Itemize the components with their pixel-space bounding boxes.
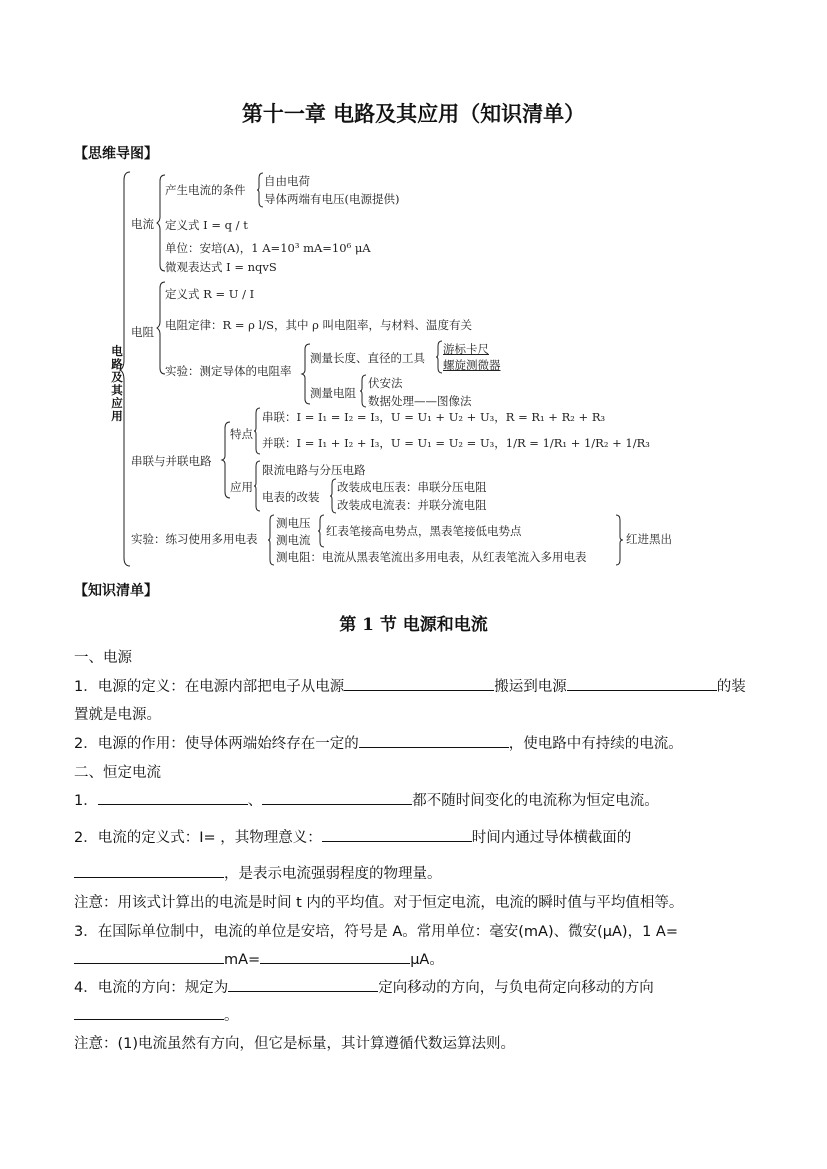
blank-field[interactable] — [74, 1004, 224, 1020]
note2: 注意：(1)电流虽然有方向，但它是标量，其计算遵循代数运算法则。 — [74, 1036, 516, 1052]
summary-brace — [616, 514, 624, 566]
mm-tool-item: 游标卡尺 — [443, 342, 489, 356]
blank-field[interactable] — [74, 948, 224, 964]
item1-line1 — [74, 675, 746, 696]
blank-field[interactable] — [322, 826, 472, 842]
text: 定向移动的方向，与负电荷定向移动的方向 — [378, 980, 654, 996]
application-brace — [254, 460, 262, 512]
text: 2．电流的定义式：I= ，其物理意义： — [74, 830, 322, 846]
mindmap-root: 电路及其应用 — [111, 344, 123, 423]
text: ，使电路中有持续的电流。 — [508, 736, 683, 752]
c4-line1 — [74, 976, 654, 997]
text: 时间内通过导体横截面的 — [471, 830, 632, 846]
blank-field[interactable] — [228, 976, 378, 992]
mm-current-unit: 单位：安培(A)，1 A=10³ mA=10⁶ μA — [165, 241, 371, 255]
mm-parallel: 并联：I = I₁ + I₂ + I₃，U = U₁ = U₂ = U₃，1/R = 1/R₁ + 1/R₂ + 1/R₃ — [262, 436, 650, 450]
mm-sp-application: 应用 — [230, 480, 253, 494]
c1 — [74, 789, 659, 810]
mindmap-tag: 【思维导图】 — [74, 146, 158, 162]
blank-field[interactable] — [359, 732, 509, 748]
blank-field[interactable] — [567, 675, 717, 691]
text: mA= — [224, 952, 261, 968]
text: 。 — [224, 1008, 239, 1024]
text: 都不随时间变化的电流称为恒定电流。 — [412, 793, 659, 809]
mm-app-meter: 电表的改装 — [262, 490, 320, 504]
mm-series: 串联：I = I₁ = I₂ = I₃，U = U₁ + U₂ + U₃，R = R₁ + R₂ + R₃ — [262, 410, 606, 424]
text: 的装 — [716, 679, 746, 695]
knowledge-tag: 【知识清单】 — [74, 583, 158, 599]
mm-measure-item: 数据处理——图像法 — [368, 394, 472, 408]
mm-resistance-experiment: 实验：测定导体的电阻率 — [165, 364, 292, 378]
item1-line2: 置就是电源。 — [74, 707, 161, 723]
page-title: 第十一章 电路及其应用（知识清单） — [241, 101, 586, 126]
mm-measure-voltage: 测电压 — [276, 516, 311, 530]
mm-app-circuit: 限流电路与分压电路 — [262, 463, 366, 477]
text: 、 — [247, 793, 263, 809]
measure-brace — [360, 374, 368, 408]
mm-measure-resistance-rule: 测电阻：电流从黑表笔流出多用电表，从红表笔流入多用电表 — [276, 550, 587, 564]
blank-field[interactable] — [74, 862, 224, 878]
c3-line2 — [74, 948, 444, 969]
blank-field[interactable] — [344, 675, 494, 691]
text: μA。 — [410, 952, 444, 968]
mm-condition-item: 自由电荷 — [264, 174, 310, 188]
mm-tool-item: 螺旋测微器 — [443, 358, 501, 372]
mm-tools: 测量长度、直径的工具 — [310, 351, 425, 365]
mm-sp-features: 特点 — [230, 427, 253, 441]
c2-line1 — [74, 826, 631, 847]
multimeter-brace — [268, 514, 276, 566]
mm-resistance-label: 电阻 — [131, 325, 154, 339]
section-title: 第 1 节 电源和电流 — [339, 615, 488, 635]
blank-field[interactable] — [262, 789, 412, 805]
text: 1． — [74, 793, 98, 809]
mm-current-label: 电流 — [131, 217, 154, 231]
blank-field[interactable] — [260, 948, 410, 964]
mm-vc-rule: 红表笔接高电势点，黑表笔接低电势点 — [326, 524, 522, 538]
text: 4．电流的方向：规定为 — [74, 980, 229, 996]
mm-current-definition: 定义式 I = q / t — [165, 218, 248, 232]
mm-meter-item: 改装成电流表：并联分流电阻 — [337, 498, 487, 512]
c2-line2 — [74, 862, 442, 883]
part2-title: 二、恒定电流 — [74, 765, 161, 781]
item2 — [74, 732, 683, 753]
note1: 注意：用该式计算出的电流是时间 t 内的平均值。对于恒定电流，电流的瞬时值与平均值相等。 — [74, 895, 684, 911]
mm-measure-current: 测电流 — [276, 533, 311, 547]
mm-resistance-definition: 定义式 R = U / I — [165, 287, 255, 301]
c4-line2 — [74, 1004, 239, 1025]
mm-measure-item: 伏安法 — [368, 376, 403, 390]
text: 2．电源的作用：使导体两端始终存在一定的 — [74, 736, 359, 752]
mm-summary: 红进黑出 — [626, 532, 672, 546]
mm-sp-label: 串联与并联电路 — [131, 454, 212, 468]
mm-current-condition: 产生电流的条件 — [165, 183, 246, 197]
part1-title: 一、电源 — [74, 650, 132, 666]
mm-resistance-law: 电阻定律：R = ρ l/S，其中 ρ 叫电阻率，与材料、温度有关 — [165, 318, 473, 332]
mm-multimeter-label: 实验：练习使用多用电表 — [131, 532, 258, 546]
mm-measure-resistance: 测量电阻 — [310, 386, 356, 400]
text: ，是表示电流强弱程度的物理量。 — [224, 866, 442, 882]
mm-condition-item: 导体两端有电压(电源提供) — [264, 192, 400, 206]
vc-brace — [318, 514, 326, 548]
text: 1．电源的定义：在电源内部把电子从电源 — [74, 679, 345, 695]
features-brace — [254, 407, 262, 455]
blank-field[interactable] — [98, 789, 248, 805]
mm-current-micro: 微观表达式 I = nqvS — [165, 260, 277, 274]
text: 搬运到电源 — [494, 679, 567, 695]
mm-meter-item: 改装成电压表：串联分压电阻 — [337, 480, 487, 494]
c3-line1: 3．在国际单位制中，电流的单位是安培，符号是 A。常用单位：毫安(mA)、微安(μA)，1 A= — [74, 924, 678, 940]
